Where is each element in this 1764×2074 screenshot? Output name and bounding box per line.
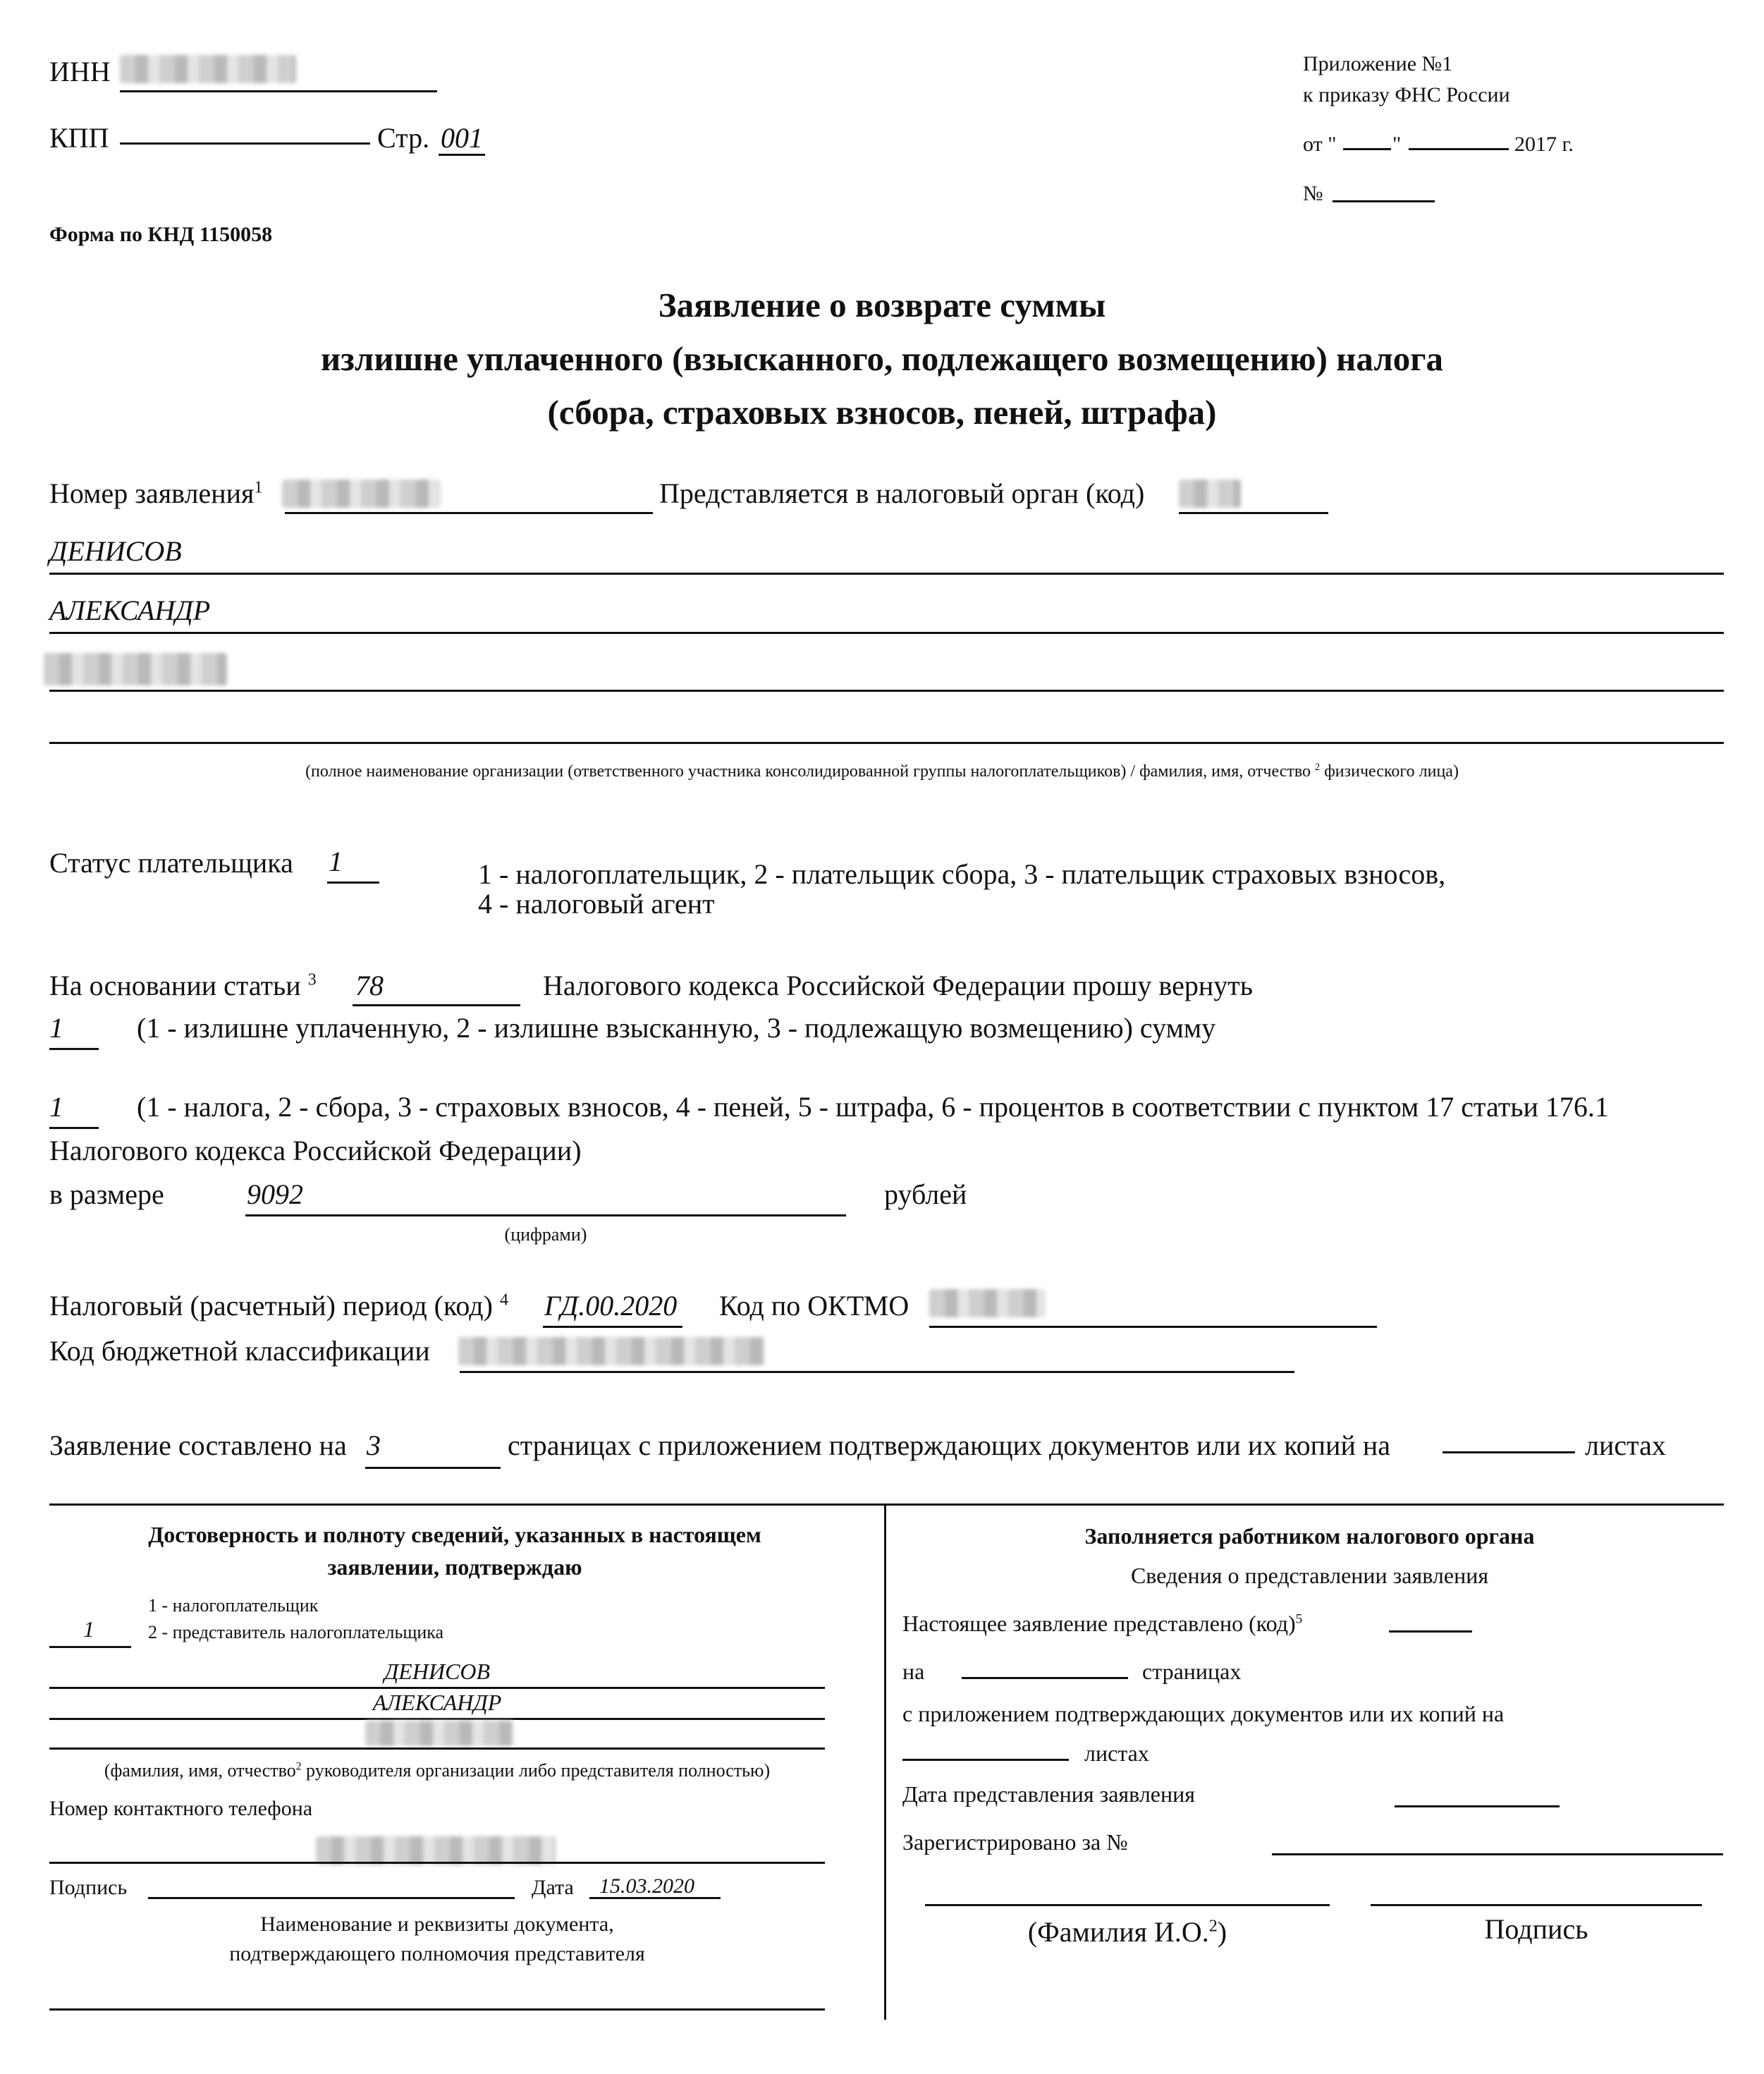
amount-caption: (цифрами): [504, 1224, 587, 1245]
kbk-redacted: [458, 1337, 765, 1365]
date-label: Дата: [532, 1876, 574, 1899]
refund-type-value: 1: [49, 1012, 63, 1044]
pages-count: 3: [367, 1429, 381, 1461]
name-caption: (полное наименование организации (ответственного участника консолидированной группы налогоплательщиков) / фамилия, имя, отчество $^2$ физического лица): [305, 762, 1459, 781]
application-number-redacted: [282, 480, 441, 508]
payer-surname: ДЕНИСОВ: [49, 535, 182, 567]
inn-field[interactable]: [120, 90, 437, 92]
kpp-label: КПП: [49, 122, 109, 154]
appendix-line2: к приказу ФНС России: [1303, 83, 1510, 106]
basis-label: На основании статьи $^3$: [49, 970, 317, 1001]
appendix-day-field[interactable]: [1343, 148, 1391, 150]
block-divider-top: [49, 1503, 1724, 1506]
submitted-code-field[interactable]: [1389, 1630, 1472, 1633]
doc-caption2: подтверждающего полномочия представителя: [229, 1942, 645, 1965]
application-number-field[interactable]: [285, 512, 653, 514]
inn-label: ИНН: [49, 56, 111, 87]
signer-surname-line: [49, 1687, 825, 1689]
signature-field[interactable]: [148, 1897, 515, 1899]
tax-authority-field[interactable]: [1179, 512, 1328, 514]
payer-status-hint2: 4 - налоговый агент: [478, 888, 715, 920]
phone-field[interactable]: [49, 1862, 825, 1864]
attachments-label: с приложением подтверждающих документов или их копий на: [902, 1701, 1505, 1726]
amount-field[interactable]: [245, 1214, 846, 1216]
role-hint1: 1 - налогоплательщик: [148, 1595, 319, 1616]
submitted-pages-field[interactable]: [962, 1677, 1128, 1679]
submitted-label: Настоящее заявление представлено (код)$^5$: [902, 1611, 1303, 1636]
payment-type-field[interactable]: [49, 1127, 99, 1129]
appendix-date-prefix: от ": [1303, 133, 1337, 156]
application-number-label: Номер заявления$^1$: [49, 477, 263, 509]
period-value: ГД.00.2020: [544, 1290, 678, 1322]
signer-name-caption: (фамилия, имя, отчество$^2$ руководителя организации либо представителя полностью): [104, 1760, 771, 1781]
phone-label: Номер контактного телефона: [49, 1797, 313, 1820]
page-label: Стр.: [377, 122, 430, 154]
sheets-count-field[interactable]: [1443, 1451, 1575, 1453]
submission-date-label: Дата представления заявления: [902, 1781, 1195, 1807]
fio-caption: (Фамилия И.О.$^2$): [1027, 1916, 1227, 1948]
form-code: Форма по КНД 1150058: [49, 223, 273, 246]
date-field[interactable]: [589, 1897, 721, 1899]
appendix-year: 2017 г.: [1514, 133, 1574, 156]
payer-status-value: 1: [329, 846, 343, 877]
tax-authority-redacted: [1179, 480, 1241, 508]
doc-field[interactable]: [49, 2008, 825, 2011]
submission-date-field[interactable]: [1395, 1805, 1560, 1807]
role-value: 1: [83, 1616, 94, 1642]
payer-first-name: АЛЕКСАНДР: [49, 594, 211, 626]
refund-type-hint: (1 - излишне уплаченную, 2 - излишне взысканную, 3 - подлежащую возмещению) сумму: [137, 1012, 1216, 1044]
doc-caption1: Наименование и реквизиты документа,: [260, 1913, 614, 1936]
appendix-month-field[interactable]: [1409, 148, 1509, 150]
fio-field[interactable]: [925, 1904, 1330, 1906]
right-heading: Заполняется работником налогового органа: [1084, 1523, 1535, 1549]
appendix-date-mid: ": [1392, 133, 1402, 156]
patronymic-redacted: [44, 653, 227, 685]
appendix-line1: Приложение №1: [1303, 52, 1453, 75]
pages-suffix: листах: [1585, 1429, 1666, 1461]
sheets-label: листах: [1084, 1740, 1149, 1766]
amount-currency: рублей: [884, 1178, 967, 1210]
role-hint2: 2 - представитель налогоплательщика: [148, 1622, 444, 1642]
basis-article-field[interactable]: [353, 1004, 520, 1006]
oktmo-label: Код по ОКТМО: [719, 1290, 909, 1322]
patronymic-line: [49, 690, 1724, 692]
surname-line: [49, 573, 1724, 575]
left-heading-line2: заявлении, подтверждаю: [327, 1554, 582, 1580]
title-line2: излишне уплаченного (взысканного, подлежащего возмещению) налога: [320, 339, 1444, 378]
block-divider-vertical: [884, 1505, 886, 2020]
signature-label: Подпись: [49, 1876, 128, 1899]
registered-label: Зарегистрировано за №: [902, 1829, 1128, 1855]
amount-value: 9092: [247, 1178, 303, 1210]
first-name-line: [49, 632, 1724, 634]
payer-status-hint1: 1 - налогоплательщик, 2 - плательщик сбора, 3 - плательщик страховых взносов,: [478, 858, 1446, 890]
kbk-field[interactable]: [460, 1371, 1294, 1373]
refund-type-field[interactable]: [49, 1048, 99, 1050]
signer-first-name: АЛЕКСАНДР: [372, 1690, 502, 1715]
signer-first-name-line: [49, 1718, 825, 1720]
basis-article: 78: [355, 970, 384, 1001]
pages-count-field[interactable]: [365, 1467, 501, 1469]
signature-caption: Подпись: [1484, 1913, 1588, 1945]
payer-status-label: Статус плательщика: [49, 847, 293, 879]
period-field[interactable]: [543, 1326, 682, 1328]
title-line3: (сбора, страховых взносов, пеней, штрафа): [547, 393, 1217, 432]
oktmo-field[interactable]: [929, 1326, 1377, 1328]
phone-redacted: [316, 1836, 556, 1865]
kpp-field[interactable]: [120, 142, 370, 145]
inn-redacted: [120, 55, 296, 83]
page-number-underline: [439, 154, 485, 156]
signer-surname: ДЕНИСОВ: [384, 1659, 491, 1684]
signer-patronymic-redacted: [365, 1721, 513, 1746]
payment-type-value: 1: [49, 1091, 63, 1123]
right-subheading: Сведения о представлении заявления: [1130, 1563, 1489, 1588]
payment-type-hint2: Налогового кодекса Российской Федерации): [49, 1135, 582, 1166]
registered-number-field[interactable]: [1272, 1853, 1723, 1855]
signature-right-field[interactable]: [1371, 1904, 1702, 1906]
tax-authority-label: Представляется в налоговый орган (код): [659, 477, 1145, 509]
period-label: Налоговый (расчетный) период (код) $^4$: [49, 1290, 508, 1322]
amount-label: в размере: [49, 1178, 164, 1210]
kbk-label: Код бюджетной классификации: [49, 1335, 430, 1367]
attachments-sheets-field[interactable]: [902, 1759, 1069, 1761]
payment-type-hint: (1 - налога, 2 - сбора, 3 - страховых взносов, 4 - пеней, 5 - штрафа, 6 - процентов в соответствии с пунктом 17 статьи 176.1: [137, 1091, 1609, 1123]
payer-status-field[interactable]: [327, 882, 379, 884]
appendix-number-label: №: [1303, 182, 1323, 205]
title-line1: Заявление о возврате суммы: [658, 286, 1106, 324]
role-field[interactable]: [49, 1646, 131, 1648]
oktmo-redacted: [929, 1289, 1046, 1317]
pages-label: страницах: [1142, 1659, 1242, 1684]
left-heading-line1: Достоверность и полноту сведений, указанных в настоящем: [148, 1522, 761, 1547]
pages-prefix: Заявление составлено на: [49, 1429, 347, 1461]
basis-suffix: Налогового кодекса Российской Федерации прошу вернуть: [543, 970, 1253, 1001]
date-value: 15.03.2020: [599, 1874, 694, 1898]
signer-patronymic-line: [49, 1747, 825, 1750]
page-number: 001: [441, 122, 483, 154]
appendix-number-field[interactable]: [1333, 200, 1435, 202]
extra-line: [49, 742, 1724, 744]
pages-middle: страницах с приложением подтверждающих документов или их копий на: [508, 1429, 1391, 1461]
on-label: на: [902, 1659, 925, 1684]
